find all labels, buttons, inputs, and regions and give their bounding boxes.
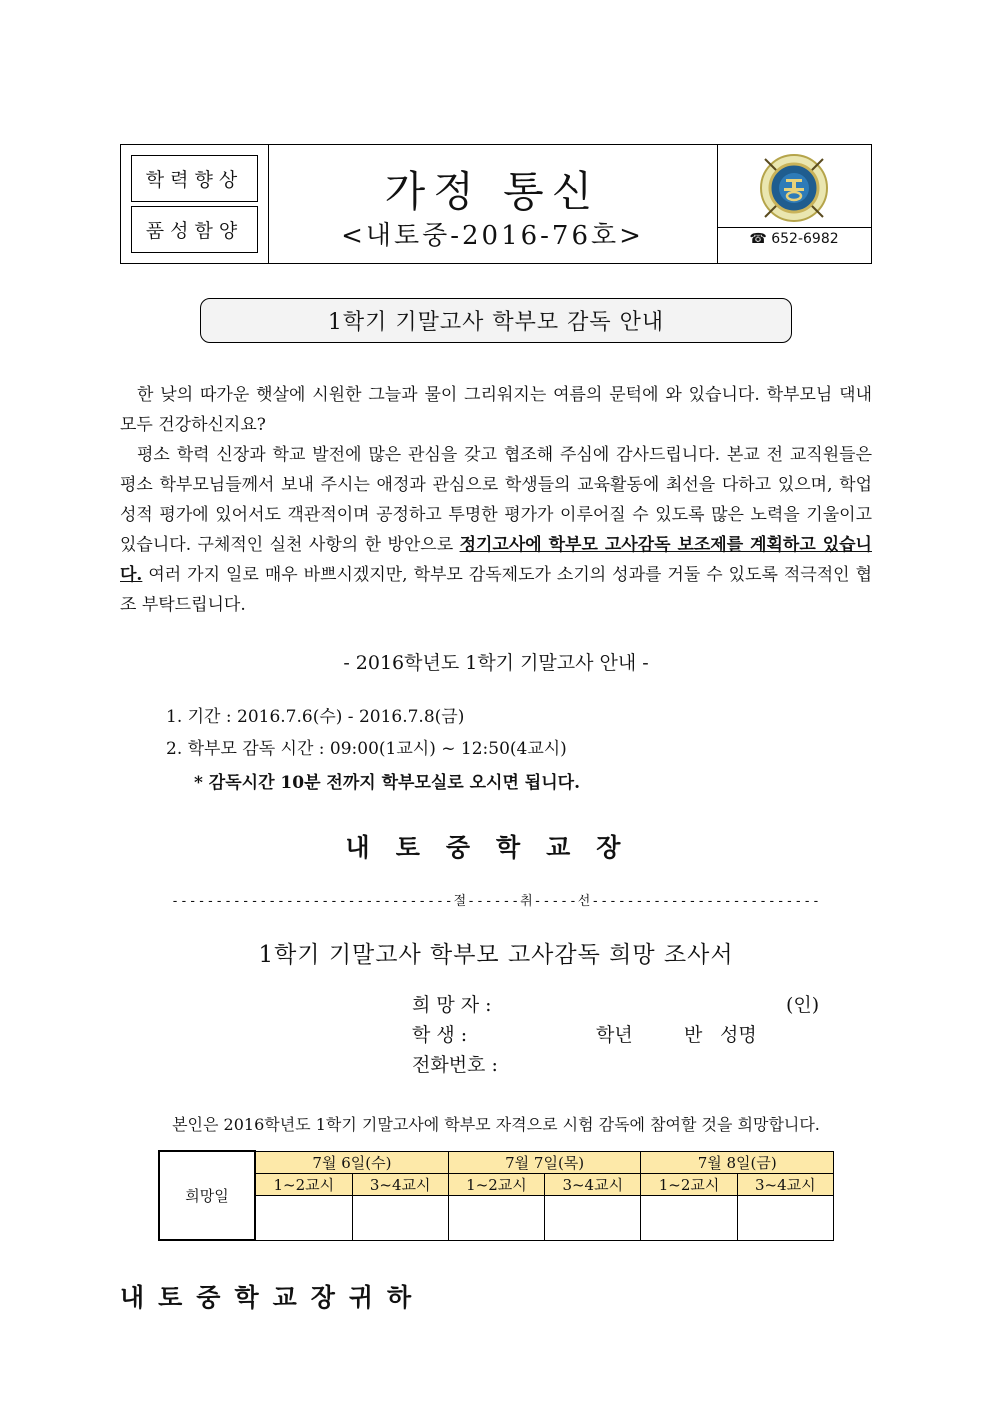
main-paragraph [120,440,872,620]
main-paragraph-part-1: 평소 학력 신장과 학교 발전에 많은 관심을 갖고 협조해 주심에 감사드립니다. 본교 전 교직원들은 평소 학부모님들께서 보내 주시는 애정과 관심으로 학생들의 교육활동에 최선을 다하고 있으며, 학업성적 평가에 있어서도 객관적이며 공정하고 투명한 평가가 이루어질 수 있도록 많은 노력을 기울이고 있습니다. 구체적인 실천 사항의 한 방안으로 [120,445,872,555]
survey-title: 1학기 기말고사 학부모 고사감독 희망 조사서 [258,942,734,968]
seal-mark: (인) [786,994,820,1016]
choice-cell-1[interactable] [255,1195,352,1240]
logo-panel [717,145,871,263]
exam-period: 1. 기간 : 2016.7.6(수) - 2016.7.8(금) [166,707,465,727]
letterhead [120,144,872,264]
period-header-6: 3~4교시 [737,1173,833,1195]
motto-character: 품성함양 [131,206,258,253]
preferred-date-label: 희망일 [185,1187,229,1205]
day-header-3: 7월 8일(금) [641,1151,834,1173]
cut-line: --------------------------------절------취-----선-------------------------- [171,894,821,909]
name-label: 성명 [720,1024,757,1046]
day-header-1: 7월 6일(수) [255,1151,448,1173]
choice-cell-4[interactable] [545,1195,641,1240]
supervision-time: 2. 학부모 감독 시간 : 09:00(1교시) ~ 12:50(4교시) [166,739,567,759]
school-emblem-icon [759,153,829,223]
phone-divider [717,227,871,228]
addressee: 내토중학교장귀하 [120,1283,426,1312]
period-header-4: 3~4교시 [545,1173,641,1195]
issue-number: <내토중-2016-76호> [341,221,644,251]
student-label: 학 생 : [412,1024,468,1046]
main-paragraph-underline: 정기고사에 학부모 고사감독 보조제를 계획하고 있습니다. [120,535,872,585]
preferred-date-table [158,1150,834,1241]
class-label: 반 [684,1024,703,1046]
exam-info-heading: - 2016학년도 1학기 기말고사 안내 - [343,652,649,674]
newsletter-title: 가정 통신 [384,167,601,216]
main-paragraph-part-2: 여러 가지 일로 매우 바쁘시겠지만, 학부모 감독제도가 소기의 성과를 거둘 수 있도록 적극적인 협조 부탁드립니다. [120,565,872,615]
motto-academic: 학력향상 [131,155,258,202]
school-phone: ☎ 652-6982 [749,231,839,247]
greeting-paragraph: 한 낮의 따가운 햇살에 시원한 그늘과 물이 그리워지는 여름의 문턱에 와 있습니다. 학부모님 댁내 모두 건강하신지요? [120,385,872,435]
phone-number-label: 전화번호 : [412,1054,498,1076]
applicant-label: 희 망 자 : [412,994,492,1016]
choice-cell-2[interactable] [352,1195,448,1240]
day-header-2: 7월 7일(목) [448,1151,641,1173]
choice-cell-6[interactable] [737,1195,833,1240]
choice-cell-3[interactable] [448,1195,544,1240]
period-header-2: 3~4교시 [352,1173,448,1195]
motto-panel [121,145,269,263]
consent-statement: 본인은 2016학년도 1학기 기말고사에 학부모 자격으로 시험 감독에 참여할 것을 희망합니다. [172,1115,820,1134]
grade-label: 학년 [596,1024,633,1046]
period-header-3: 1~2교시 [448,1173,544,1195]
notice-title: 1학기 기말고사 학부모 감독 안내 [200,298,792,343]
period-header-1: 1~2교시 [255,1173,352,1195]
principal-signature: 내토중학교장 [345,833,647,862]
choice-cell-5[interactable] [641,1195,737,1240]
arrival-note: * 감독시간 10분 전까지 학부모실로 오시면 됩니다. [194,773,580,793]
period-header-5: 1~2교시 [641,1173,737,1195]
title-panel [268,145,718,263]
row-header-cell [159,1151,255,1240]
